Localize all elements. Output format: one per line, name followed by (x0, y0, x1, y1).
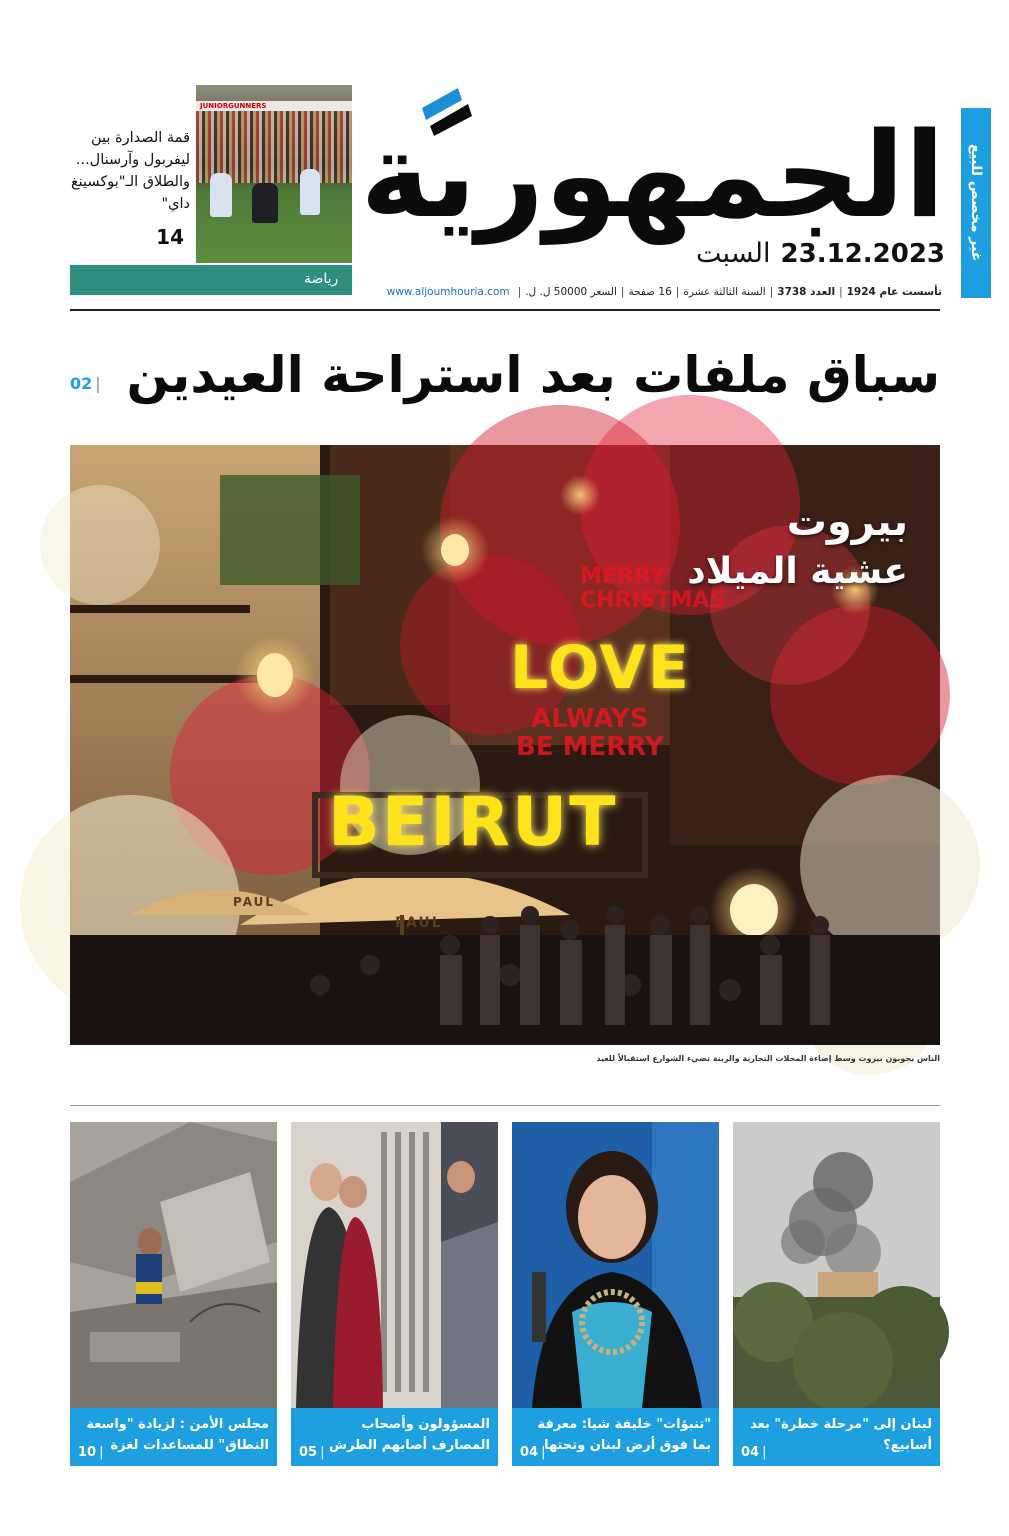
sports-photo[interactable] (196, 85, 352, 263)
story-page: 04 | (741, 1445, 767, 1460)
story-page: 10 | (78, 1445, 104, 1460)
headline-block[interactable] (70, 335, 940, 415)
story-photo-rubble[interactable] (70, 1122, 277, 1408)
story-photo-protest[interactable] (291, 1122, 498, 1408)
player-figure (252, 183, 278, 223)
story-title[interactable]: لبنان إلى "مرحلة خطرة" بعد أسابيع؟ (750, 1417, 932, 1453)
headline-page-number: 02 (70, 374, 93, 393)
website-link[interactable]: www.aljoumhouria.com (386, 286, 510, 298)
sports-teaser-text[interactable]: قمة الصدارة بين ليفربول وآرسنال... والطلاق الـ"بوكسينغ داي" (70, 130, 190, 212)
story-photo-ambassador[interactable] (512, 1122, 719, 1408)
main-headline[interactable]: سباق ملفات بعد استراحة العيدين (126, 346, 940, 404)
story-card[interactable] (291, 1122, 498, 1466)
page-count: 16 صفحة (628, 286, 672, 298)
section-divider (70, 1105, 940, 1106)
photo-title-line1: بيروت (786, 499, 908, 545)
story-caption-bar[interactable] (733, 1408, 940, 1466)
sign-love: LOVE (510, 633, 691, 703)
sports-teaser[interactable] (70, 85, 352, 295)
player-figure (210, 173, 232, 217)
sign-always-be-merry: ALWAYS BE MERRY (516, 704, 664, 762)
story-caption-bar[interactable] (512, 1408, 719, 1466)
umbrella-brand: PAUL (395, 915, 443, 931)
not-for-sale-strip (961, 108, 991, 298)
issue-date (696, 238, 945, 274)
story-title[interactable]: مجلس الأمن : لزيادة "واسعة النطاق" للمساعدات لغزة (86, 1417, 269, 1453)
main-photo[interactable] (70, 445, 940, 1045)
story-photo-smoke[interactable] (733, 1122, 940, 1408)
photo-title-line2: عشية الميلاد (687, 551, 908, 592)
founded-label: تأسست عام 1924 (846, 286, 942, 298)
photo-title[interactable] (687, 497, 908, 597)
not-for-sale-label: غير مخصص للبيع (968, 144, 984, 262)
sign-beirut: BEIRUT (328, 783, 618, 862)
masthead-divider (70, 309, 940, 311)
photo-caption: الناس يجوبون بيروت وسط إضاءة المحلات التجارية والزينة تضيء الشوارع استقبالاً للعيد (596, 1054, 940, 1063)
date-day: السبت (696, 238, 771, 269)
price-label: السعر 50000 ل. ل. (525, 286, 617, 298)
story-caption-bar[interactable] (291, 1408, 498, 1466)
sports-section-bar[interactable] (70, 265, 352, 295)
player-figure (300, 169, 320, 215)
headline-page-ref: 02 | (70, 374, 101, 393)
sign-merry-christmas: MERRY CHRISTMAS (580, 564, 726, 613)
masthead-logo[interactable]: الجمهورية (360, 106, 945, 244)
story-title[interactable]: "تنبؤات" خليفة شيا: معرفة بما فوق أرض لبنان وتحتها (537, 1417, 711, 1453)
issue-number: العدد 3738 (777, 286, 836, 298)
story-title[interactable]: المسؤولون وأصحاب المصارف أصابهم الطرش (329, 1417, 490, 1453)
sports-section-label: رياضة (304, 271, 339, 287)
story-page: 05 | (299, 1445, 325, 1460)
story-card[interactable] (70, 1122, 277, 1466)
issue-year: السنة الثالثة عشرة (683, 286, 766, 298)
date-value: 23.12.2023 (780, 239, 945, 269)
stadium-banner: JUNIORGUNNERS (196, 101, 352, 111)
umbrella-brand: PAUL (233, 895, 276, 909)
story-caption-bar[interactable] (70, 1408, 277, 1466)
story-page: 04 | (520, 1445, 546, 1460)
story-card[interactable] (512, 1122, 719, 1466)
issue-info: تأسست عام 1924 | العدد 3738 | السنة الثالثة عشرة | 16 صفحة | السعر 50000 ل. ل. | www.aljoumhouria.com (386, 286, 942, 298)
story-card[interactable] (733, 1122, 940, 1466)
sports-page-number: 14 (156, 225, 184, 249)
